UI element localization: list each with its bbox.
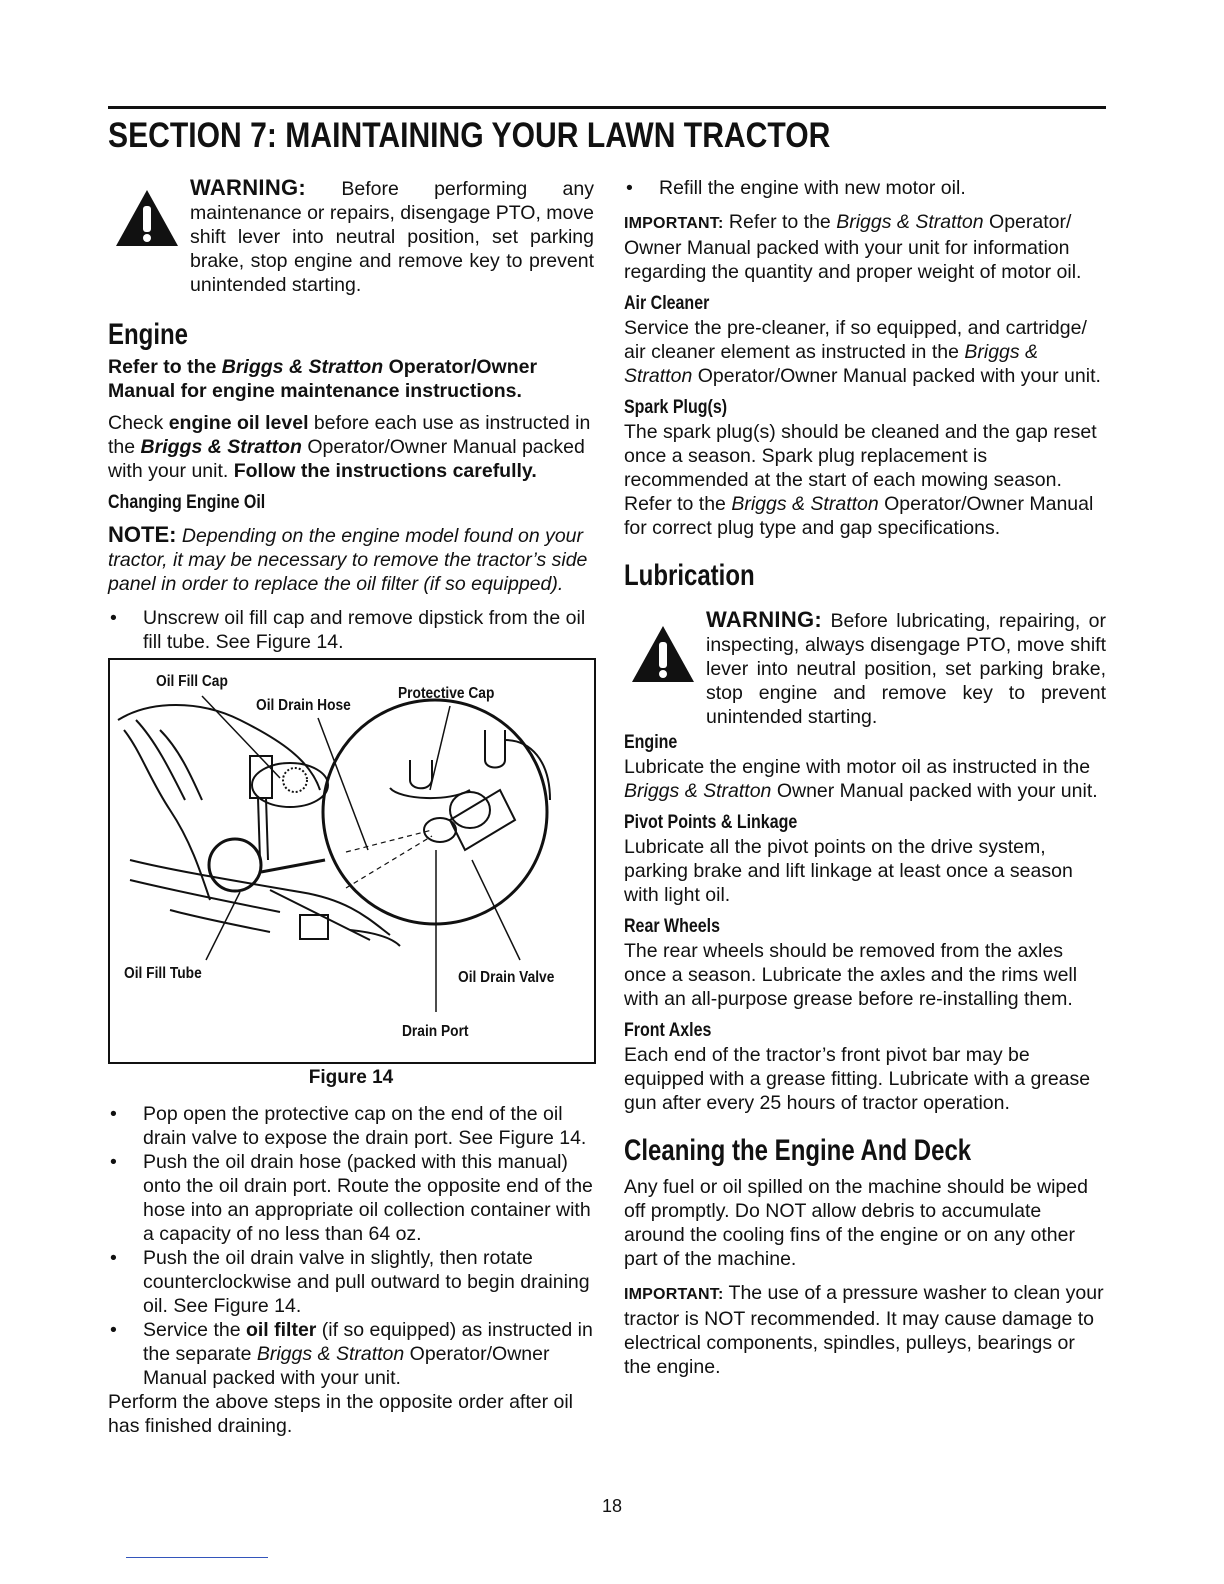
- footer-link-line: [126, 1557, 268, 1558]
- air-cleaner-heading: Air Cleaner: [624, 292, 710, 314]
- front-axles-heading: Front Axles: [624, 1019, 712, 1041]
- note-paragraph: NOTE: Depending on the engine model found on your tractor, it may be necessary to remove the tractor’s side panel in order to replace the oil filter (if so equipped).: [108, 522, 588, 595]
- pivot-heading: Pivot Points & Linkage: [624, 811, 798, 833]
- bullet-list-2: [108, 1102, 594, 1390]
- list-item: • Refill the engine with new motor oil.: [624, 176, 1106, 200]
- top-rule: [108, 106, 1106, 109]
- warning-text: Before lubricating, repairing, or inspecting, always disengage PTO, move shift lever into neutral position, set parking brake, stop engine and remove key to prevent unintended starting.: [706, 610, 1106, 728]
- engine-lub-paragraph: Lubricate the engine with motor oil as instructed in the Briggs & Stratton Owner Manual packed with your unit.: [624, 756, 1098, 802]
- left-column: [108, 176, 594, 1438]
- list-item: • Pop open the protective cap on the end of the oil drain valve to expose the drain port. See Figure 14.: [108, 1102, 594, 1150]
- warning-box: [108, 176, 594, 297]
- pivot-paragraph: Lubricate all the pivot points on the drive system, parking brake and lift linkage at least once a season with light oil.: [624, 836, 1073, 906]
- label-oil-drain-valve: Oil Drain Valve: [458, 969, 555, 986]
- section-title: SECTION 7: MAINTAINING YOUR LAWN TRACTOR: [108, 116, 831, 155]
- engine-heading: Engine: [108, 318, 189, 351]
- warning-triangle-icon: [630, 624, 696, 684]
- list-item: • Unscrew oil fill cap and remove dipstick from the oil fill tube. See Figure 14.: [108, 606, 594, 654]
- warning-head: WARNING:: [706, 607, 823, 632]
- page-number: 18: [601, 1496, 623, 1516]
- check-oil-paragraph: Check engine oil level before each use as instructed in the Briggs & Stratton Operator/Owner Manual packed with your unit. Follow the instructions carefully.: [108, 412, 591, 482]
- list-item: • Push the oil drain valve in slightly, then rotate counterclockwise and pull outward to begin draining oil. See Figure 14.: [108, 1246, 594, 1318]
- warning-text: Before performing any maintenance or repairs, disengage PTO, move shift lever into neutral position, set parking brake, stop engine and remove key to prevent unintended starting.: [190, 178, 594, 296]
- right-column: [624, 176, 1106, 1379]
- figure-14: [108, 658, 596, 1064]
- label-oil-fill-tube: Oil Fill Tube: [124, 965, 202, 982]
- bullet-list-1: [108, 606, 594, 654]
- list-item: • Push the oil drain hose (packed with this manual) onto the oil drain port. Route the opposite end of the hose into an appropriate oil collection container with a capacity of no less than 64 oz.: [108, 1150, 594, 1246]
- important-paragraph-2: IMPORTANT: The use of a pressure washer to clean your tractor is NOT recommended. It may cause damage to electrical components, spindles, pulleys, bearings or the engine.: [624, 1282, 1104, 1378]
- figure-caption: Figure 14: [308, 1067, 394, 1088]
- perform-paragraph: Perform the above steps in the opposite order after oil has finished draining.: [108, 1391, 574, 1437]
- label-oil-fill-cap: Oil Fill Cap: [156, 673, 228, 690]
- list-item: • Service the oil filter (if so equipped) as instructed in the separate Briggs & Stratton Operator/Owner Manual packed with your unit.: [108, 1318, 594, 1390]
- refer-paragraph: Refer to the Briggs & Stratton Operator/Owner Manual for engine maintenance instructions.: [108, 356, 538, 402]
- warning-box-2: [624, 608, 1106, 729]
- front-axles-paragraph: Each end of the tractor’s front pivot bar may be equipped with a grease fitting. Lubricate with a grease gun after every 25 hours of tractor operation.: [624, 1044, 1091, 1114]
- refill-list: [624, 176, 1106, 200]
- cleaning-paragraph: Any fuel or oil spilled on the machine should be wiped off promptly. Do NOT allow debris to accumulate around the cooling fins of the engine or on any other part of the machine.: [624, 1176, 1088, 1270]
- spark-plug-heading: Spark Plug(s): [624, 396, 728, 418]
- label-drain-port: Drain Port: [402, 1023, 469, 1040]
- label-oil-drain-hose: Oil Drain Hose: [256, 697, 351, 714]
- lubrication-heading: Lubrication: [624, 559, 755, 592]
- changing-engine-oil-heading: Changing Engine Oil: [108, 491, 266, 513]
- warning-head: WARNING:: [190, 175, 307, 200]
- cleaning-heading: Cleaning the Engine And Deck: [624, 1134, 972, 1167]
- engine-lub-heading: Engine: [624, 731, 678, 753]
- important-paragraph-1: IMPORTANT: Refer to the Briggs & Stratton Operator/ Owner Manual packed with your unit for information regarding the quantity and proper weight of motor oil.: [624, 211, 1082, 283]
- spark-plug-paragraph: The spark plug(s) should be cleaned and the gap reset once a season. Spark plug replacement is recommended at the start of each mowing season. Refer to the Briggs & Stratton Operator/Owner Manual for correct plug type and gap specifications.: [624, 421, 1097, 539]
- warning-triangle-icon: [114, 188, 180, 248]
- rear-wheels-paragraph: The rear wheels should be removed from the axles once a season. Lubricate the axles and the rims well with an all-purpose grease before re-installing them.: [624, 940, 1078, 1010]
- air-cleaner-paragraph: Service the pre-cleaner, if so equipped, and cartridge/ air cleaner element as instructed in the Briggs & Stratton Operator/Owner Manual packed with your unit.: [624, 317, 1101, 387]
- label-protective-cap: Protective Cap: [398, 685, 495, 702]
- engine-drain-diagram: [110, 660, 594, 1062]
- rear-wheels-heading: Rear Wheels: [624, 915, 720, 937]
